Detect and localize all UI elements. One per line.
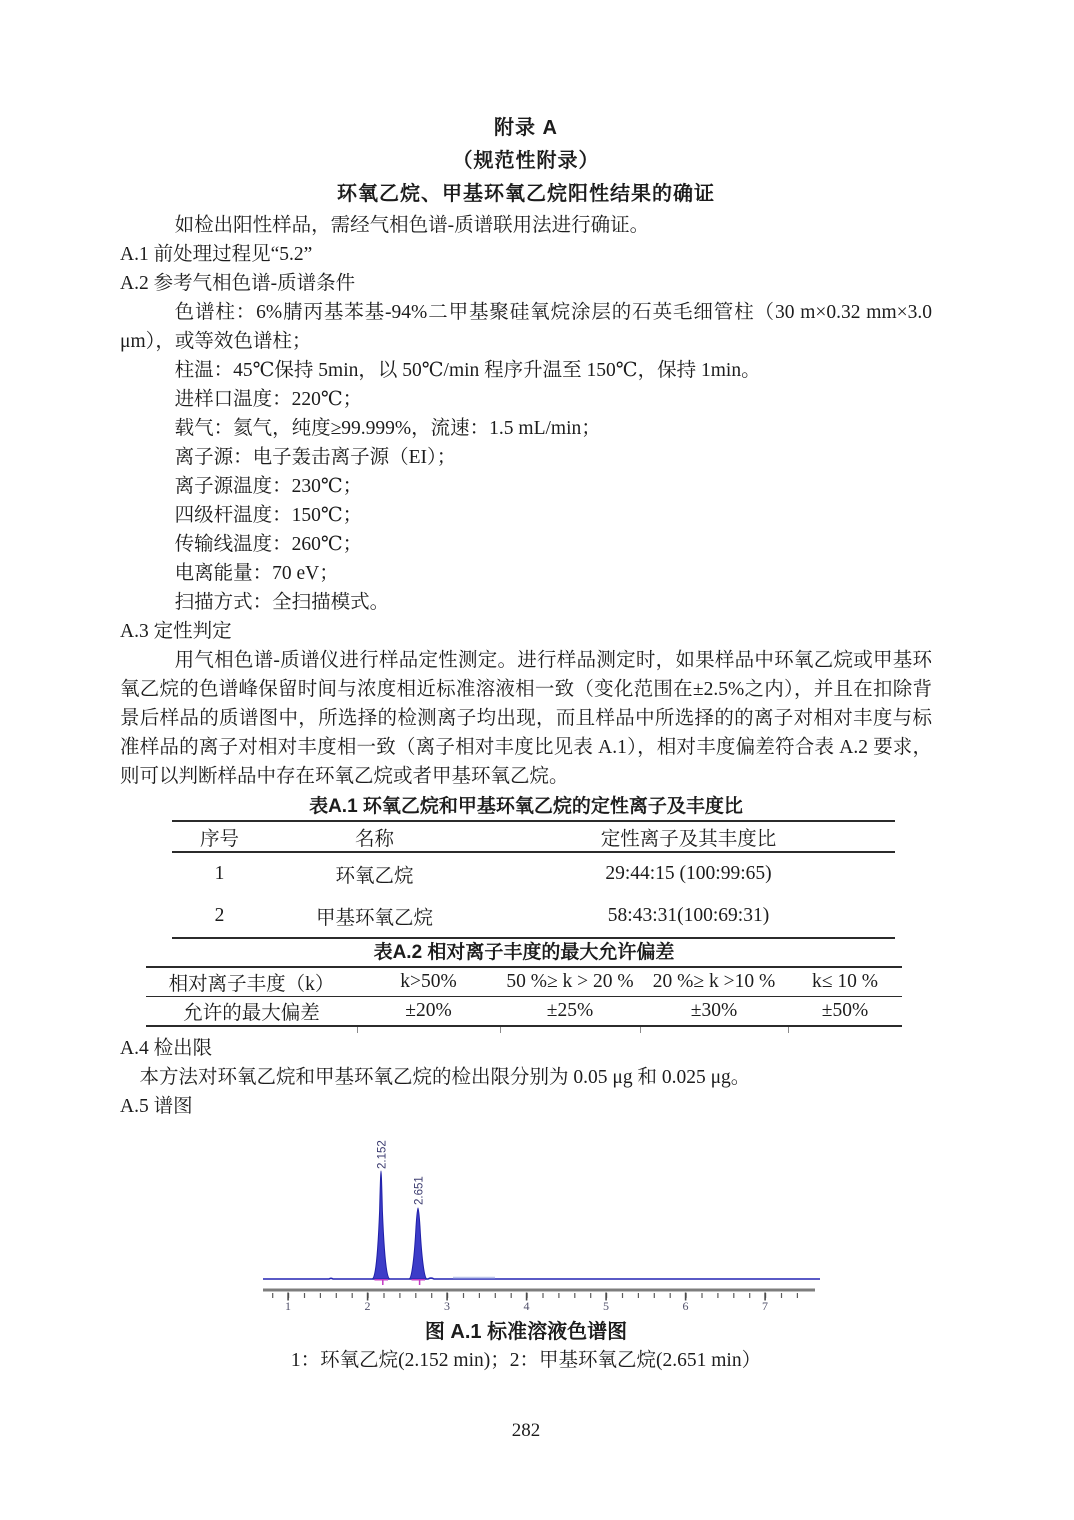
x-tick-label: 6 — [682, 1299, 689, 1313]
table-a2 — [146, 966, 902, 1027]
table-a1 — [172, 820, 895, 939]
table-a2-cell: 允许的最大偏差 — [183, 1003, 320, 1024]
peak-2-label: 2.651 — [413, 1176, 426, 1205]
qualitative-paragraph: 用气相色谱-质谱仪进行样品定性测定。进行样品测定时，如果样品中环氧乙烷或甲基环氧乙烷的色谱峰保留时间与浓度相近标准溶液相一致（变化范围在±2.5%之内），并且在扣除背景后样品的质谱图中，所选择的检测离子均出现，而且样品中所选择的的离子对相对丰度与标准样品的离子对相对丰度相一致（离子相对丰度比见表 A.1），相对丰度偏差符合表 A.2 要求，则可以判断样品中存在环氧乙烷或者甲基环氧乙烷。 — [120, 650, 932, 787]
transfer-line-temp-line: 传输线温度：260℃； — [174, 534, 363, 555]
normative-subheading: （规范性附录） — [452, 150, 600, 172]
peak-2 — [409, 1208, 427, 1279]
inlet-temp-line: 进样口温度：220℃； — [174, 389, 363, 410]
x-tick-label: 3 — [444, 1299, 450, 1313]
chromatogram-plot — [255, 1133, 835, 1315]
section-a4-heading: A.4 检出限 — [120, 1038, 213, 1059]
table-a2-title: 表A.2 相对离子丰度的最大允许偏差 — [373, 942, 675, 963]
ionization-energy-line: 电离能量：70 eV； — [174, 563, 339, 584]
table-a2-block — [146, 939, 902, 1034]
table-a2-cell: 50 %≥ k > 20 % — [500, 967, 640, 997]
x-tick-label: 1 — [285, 1299, 291, 1313]
table-a1-cell: 1 — [214, 863, 225, 884]
table-a1-header-row — [172, 821, 895, 852]
x-tick-label: 5 — [603, 1299, 609, 1313]
table-row — [172, 895, 895, 938]
table-a2-column-tick-marks — [146, 1027, 902, 1034]
column-temp-line: 柱温：45℃保持 5min，以 50℃/min 程序升温至 150℃，保持 1min。 — [174, 360, 761, 381]
appendix-title: 环氧乙烷、甲基环氧乙烷阳性结果的确证 — [337, 183, 715, 205]
table-a1-cell: 2 — [214, 905, 225, 926]
table-a1-title: 表A.1 环氧乙烷和甲基环氧乙烷的定性离子及丰度比 — [309, 796, 743, 817]
table-row — [146, 997, 902, 1027]
ion-source-temp-line: 离子源温度：230℃； — [174, 476, 363, 497]
table-a1-cell: 环氧乙烷 — [335, 866, 414, 887]
intro-paragraph: 如检出阳性样品，需经气相色谱-质谱联用法进行确证。 — [174, 215, 650, 236]
x-tick-label: 2 — [364, 1299, 371, 1313]
page-content — [120, 112, 932, 1442]
table-a2-cell: ±30% — [690, 1000, 738, 1021]
integration-marks — [375, 1280, 426, 1285]
figure-legend: 1：环氧乙烷(2.152 min)；2：甲基环氧乙烷(2.651 min） — [290, 1350, 762, 1371]
table-a2-cell: k≤ 10 % — [788, 967, 902, 997]
ion-source-line: 离子源：电子轰击离子源（EI）； — [174, 447, 457, 468]
table-a1-cell: 29:44:15 (100:99:65) — [605, 863, 772, 884]
table-a2-cell: ±50% — [821, 1000, 869, 1021]
chromatogram-figure — [120, 1133, 932, 1376]
chromatogram-baseline — [263, 1278, 820, 1279]
carrier-gas-line: 载气：氦气，纯度≥99.999%，流速：1.5 mL/min； — [174, 418, 601, 439]
table-a2-cell: ±20% — [405, 1000, 452, 1021]
appendix-heading: 附录 A — [494, 117, 558, 139]
quadrupole-temp-line: 四级杆温度：150℃； — [174, 505, 363, 526]
peak-1 — [372, 1171, 390, 1279]
figure-caption: 图 A.1 标准溶液色谱图 — [424, 1321, 628, 1343]
table-a1-header-cell: 定性离子及其丰度比 — [482, 821, 895, 852]
gc-column-line: 色谱柱：6%腈丙基苯基-94%二甲基聚硅氧烷涂层的石英毛细管柱（30 m×0.32 mm×3.0 μm），或等效色谱柱； — [120, 302, 932, 352]
x-tick-label: 4 — [523, 1299, 530, 1313]
page-number: 282 — [511, 1420, 541, 1441]
section-a1-heading: A.1 前处理过程见“5.2” — [120, 244, 313, 265]
table-a2-cell: 相对离子丰度（k） — [146, 967, 357, 997]
table-a2-cell: ±25% — [546, 1000, 594, 1021]
table-a1-cell: 甲基环氧乙烷 — [315, 908, 433, 929]
table-a1-header-cell: 序号 — [172, 821, 267, 852]
scan-mode-line: 扫描方式：全扫描模式。 — [174, 592, 390, 613]
section-a3-heading: A.3 定性判定 — [120, 621, 232, 642]
section-a5-heading: A.5 谱图 — [120, 1096, 193, 1117]
table-a1-header-cell: 名称 — [267, 821, 482, 852]
section-a2-heading: A.2 参考气相色谱-质谱条件 — [120, 273, 356, 294]
peak-1-label: 2.152 — [376, 1140, 389, 1169]
detection-limit-paragraph: 本方法对环氧乙烷和甲基环氧乙烷的检出限分别为 0.05 μg 和 0.025 μg。 — [139, 1067, 751, 1088]
table-row — [146, 967, 902, 997]
table-a1-cell: 58:43:31(100:69:31) — [607, 905, 770, 926]
table-a2-cell: k>50% — [357, 967, 500, 997]
x-tick-label: 7 — [762, 1299, 768, 1313]
table-row — [172, 852, 895, 895]
table-a2-cell: 20 %≥ k >10 % — [640, 967, 788, 997]
